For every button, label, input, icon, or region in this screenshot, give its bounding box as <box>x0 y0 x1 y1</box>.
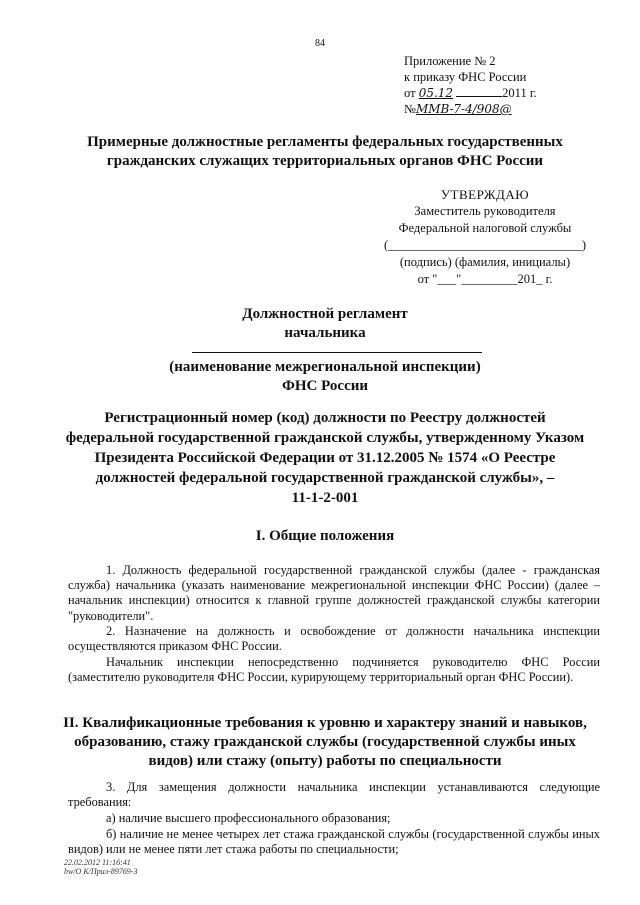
page-number: 84 <box>315 38 325 49</box>
blank-underline <box>192 352 482 353</box>
section1-paragraph3: Начальник инспекции непосредственно подчиняется руководителю ФНС России (заместителю руководителя ФНС России, курирующему территориальный орган ФНС России). <box>68 655 600 685</box>
section1-paragraph1: 1. Должность федеральной государственной гражданской службы (далее - гражданская служба) начальника (указать наименование межрегиональной инспекции ФНС России) (далее – начальник инспекции) относится к главной группе должностей гражданской службы категории "руководители". <box>68 563 600 623</box>
registration-line5: 11-1-2-001 <box>291 490 359 506</box>
registration-line3: Президента Российской Федерации от 31.12.2005 № 1574 «О Реестре <box>94 450 556 466</box>
approval-line1: Заместитель руководителя <box>414 204 556 218</box>
registration-line1: Регистрационный номер (код) должности по Реестру должностей <box>104 410 546 426</box>
footer-line1: 22.02.2012 11:16:41 <box>64 858 131 867</box>
approval-signature-caption: (подпись) (фамилия, инициалы) <box>399 255 571 269</box>
registration-line2: федеральной государственной гражданской службы, утвержденному Указом <box>65 430 585 446</box>
inspection-line1: (наименование межрегиональной инспекции) <box>169 359 481 375</box>
approval-block <box>380 186 590 288</box>
date-suffix: 2011 г. <box>502 86 537 100</box>
footer-line2: bw/O К/Прил-89769-3 <box>64 867 138 876</box>
handwritten-date: 05.12 <box>418 86 454 100</box>
section1-heading: I. Общие положения <box>255 528 395 544</box>
regulation-title <box>60 305 590 343</box>
inspection-line2: ФНС России <box>281 378 369 394</box>
appendix-line1: Приложение № 2 <box>404 54 496 68</box>
approval-line2: Федеральной налоговой службы <box>398 221 572 235</box>
section1-paragraph2: 2. Назначение на должность и освобождение от должности начальника инспекции осуществляются приказом ФНС России. <box>68 624 600 654</box>
section2-heading-line3: видов) или стажу (опыту) работы по специальности <box>148 753 502 769</box>
date-prefix: от <box>404 86 416 100</box>
appendix-number <box>404 101 537 117</box>
section2-paragraph1: 3. Для замещения должности начальника инспекции устанавливаются следующие требования: <box>68 780 600 810</box>
number-prefix: № <box>404 102 416 116</box>
section2-heading-line2: образованию, стажу гражданской службы (государственной службы иных <box>74 734 576 750</box>
main-title <box>60 133 590 171</box>
registration-number-block <box>60 408 590 508</box>
main-title-line2: гражданских служащих территориальных органов ФНС России <box>106 153 544 169</box>
section2-paragraph2: а) наличие высшего профессионального образования; <box>106 811 391 825</box>
handwritten-number: ММВ-7-4/908@ <box>415 102 512 116</box>
approval-signature-line: (_______________________________) <box>383 238 587 252</box>
approval-header: УТВЕРЖДАЮ <box>440 187 530 202</box>
registration-line4: должностей федеральной государственной гражданской службы», – <box>95 470 555 486</box>
inspection-name <box>60 358 590 396</box>
footer-stamp <box>64 858 137 876</box>
main-title-line1: Примерные должностные регламенты федеральных государственных <box>87 134 563 150</box>
appendix-block <box>404 53 537 117</box>
section2-paragraph3: б) наличие не менее четырех лет стажа гражданской службы (государственной службы иных видов) или не менее пяти лет стажа работы по специальности; <box>68 827 600 857</box>
regulation-title-line2: начальника <box>284 325 366 341</box>
approval-date: от "___"_________201_ г. <box>417 272 553 286</box>
appendix-line2: к приказу ФНС России <box>404 70 527 84</box>
section2-heading-line1: II. Квалификационные требования к уровню и характеру знаний и навыков, <box>63 715 587 731</box>
section2-heading <box>60 714 590 771</box>
appendix-date <box>404 85 537 101</box>
regulation-title-line1: Должностной регламент <box>242 306 408 322</box>
